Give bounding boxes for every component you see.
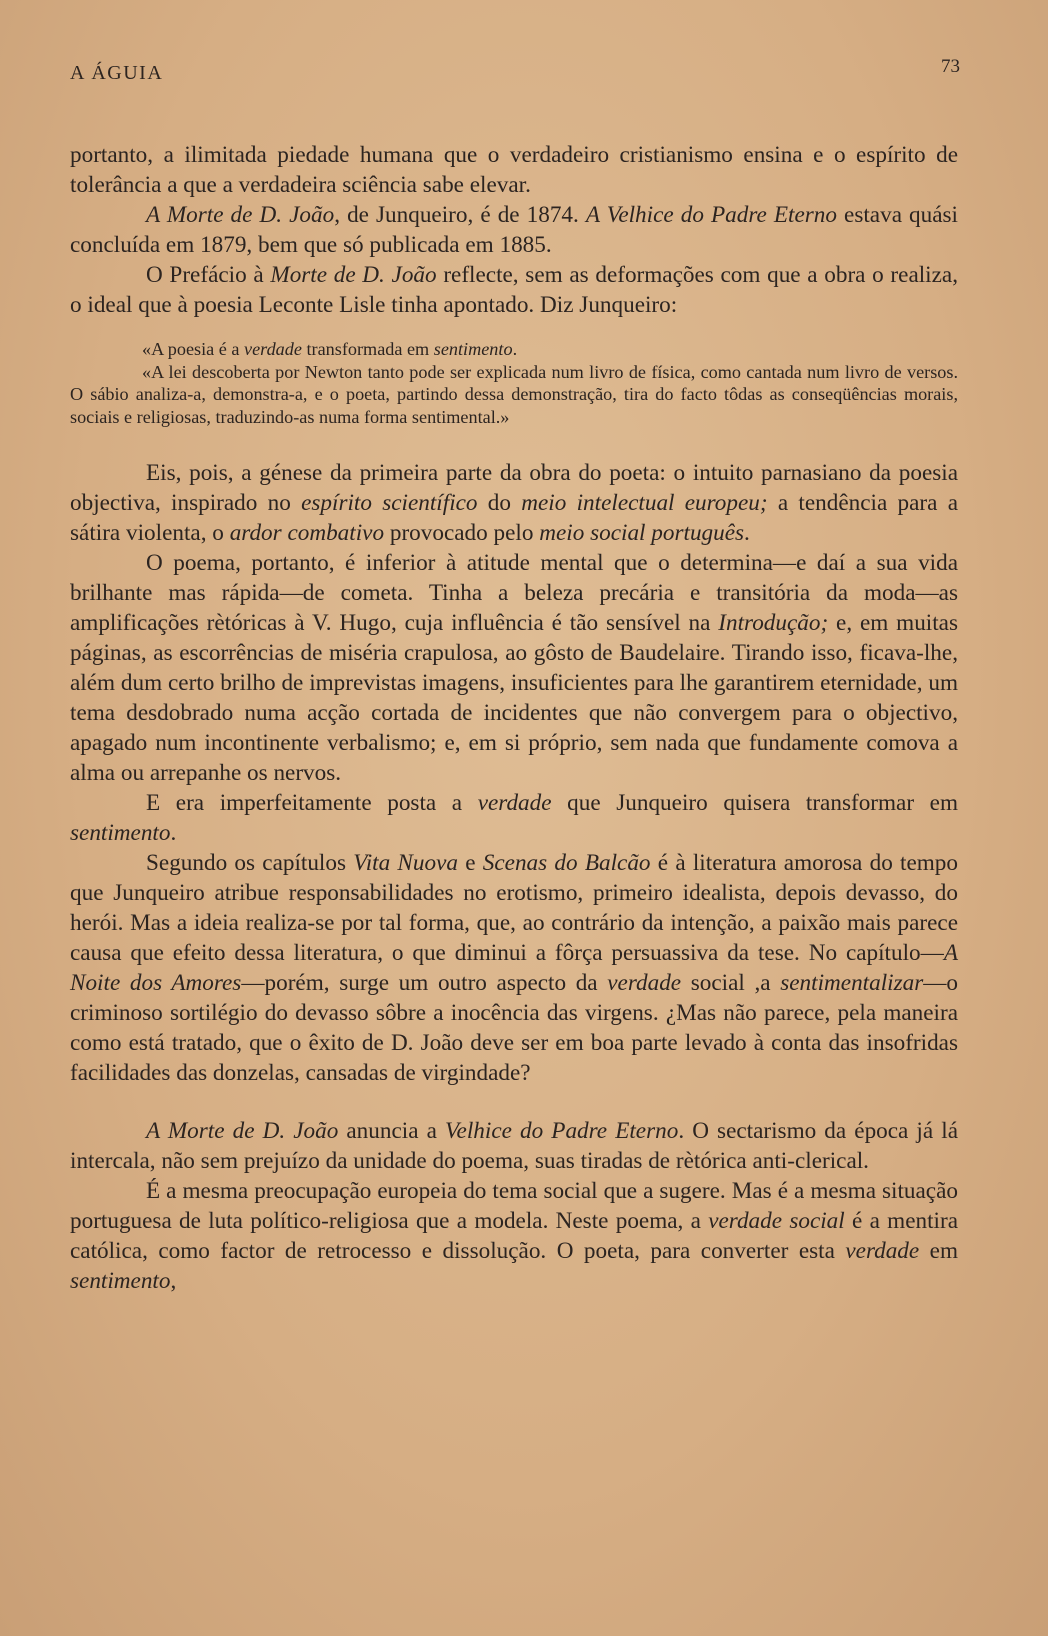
paragraph-q2: «A lei descoberta por Newton tanto pode ser explicada num livro de física, como cantada num livro de versos. O sábio analiza-a, demonstra-a, e o poeta, partindo dessa demonstração, tira do facto tôdas as conseqüências morais, sociais e religiosas, traduzindo-as numa forma sentimental.» [70, 361, 958, 427]
paragraph-group-2 [70, 458, 958, 1088]
paragraph-p6: E era imperfeitamente posta a verdade que Junqueiro quisera transformar em sentimento. [70, 790, 958, 846]
paragraph-p2: A Morte de D. João, de Junqueiro, é de 1874. A Velhice do Padre Eterno estava quási concluída em 1879, bem que só publicada em 1885. [70, 202, 959, 258]
paragraph-p5: O poema, portanto, é inferior à atitude mental que o determina—e daí a sua vida brilhante mas rápida—de cometa. Tinha a beleza precária e transitória da moda—as amplificações rètóricas à V. Hugo, cuja influência é tão sensível na Introdução; e, em muitas páginas, as escorrências de miséria crapulosa, ao gôsto de Baudelaire. Tirando isso, ficava-lhe, além dum certo brilho de imprevistas imagens, insuficientes para lhe garantirem eternidade, um tema desdobrado numa acção cortada de incidentes que não convergem para o objectivo, apagado num incontinente verbalismo; e, em si próprio, sem nada que fundamente comova a alma ou arrepanhe os nervos. [70, 550, 959, 786]
running-title: A ÁGUIA [70, 62, 164, 84]
page-number: 73 [941, 56, 960, 77]
page-header [70, 56, 960, 86]
section-gap [70, 1088, 958, 1116]
paragraph-q1: «A poesia é a verdade transformada em sentimento. [142, 339, 518, 359]
paragraph-p8: A Morte de D. João anuncia a Velhice do Padre Eterno. O sectarismo da época já lá intercala, não sem prejuízo da unidade do poema, suas tiradas de rètórica anti-clerical. [70, 1118, 958, 1174]
block-quote [70, 338, 958, 428]
paragraph-p9: É a mesma preocupação europeia do tema social que a sugere. Mas é a mesma situação portuguesa de luta político-religiosa que a modela. Neste poema, a verdade social é a mentira católica, como factor de retrocesso e dissolução. O poeta, para converter esta verdade em sentimento, [70, 1178, 958, 1294]
body-text [70, 140, 958, 1296]
paragraph-p1: portanto, a ilimitada piedade humana que o verdadeiro cristianismo ensina e o espírito de tolerância a que a verdadeira sciência sabe elevar. [70, 142, 958, 198]
paragraph-p3: O Prefácio à Morte de D. João reflecte, sem as deformações com que a obra o realiza, o ideal que à poesia Leconte Lisle tinha apontado. Diz Junqueiro: [70, 262, 959, 318]
paragraph-group-1 [70, 140, 958, 320]
paragraph-p7: Segundo os capítulos Vita Nuova e Scenas do Balcão é à literatura amorosa do tempo que Junqueiro atribue responsabilidades no erotismo, primeiro idealista, depois devasso, do herói. Mas a ideia realiza-se por tal forma, que, ao contrário da intenção, a paixão mais parece causa que efeito dessa literatura, o que diminui a fôrça persuassiva da tese. No capítulo—A Noite dos Amores—porém, surge um outro aspecto da verdade social ,a sentimentalizar—o criminoso sortilégio do devasso sôbre a inocência das virgens. ¿Mas não parece, pela maneira como está tratado, que o êxito de D. João deve ser em boa parte levado à conta das insofridas facilidades das donzelas, cansadas de virgindade? [70, 850, 959, 1086]
paragraph-p4: Eis, pois, a génese da primeira parte da obra do poeta: o intuito parnasiano da poesia objectiva, inspirado no espírito scientífico do meio intelectual europeu; a tendência para a sátira violenta, o ardor combativo provocado pelo meio social português. [70, 460, 958, 546]
paragraph-group-3 [70, 1116, 958, 1296]
